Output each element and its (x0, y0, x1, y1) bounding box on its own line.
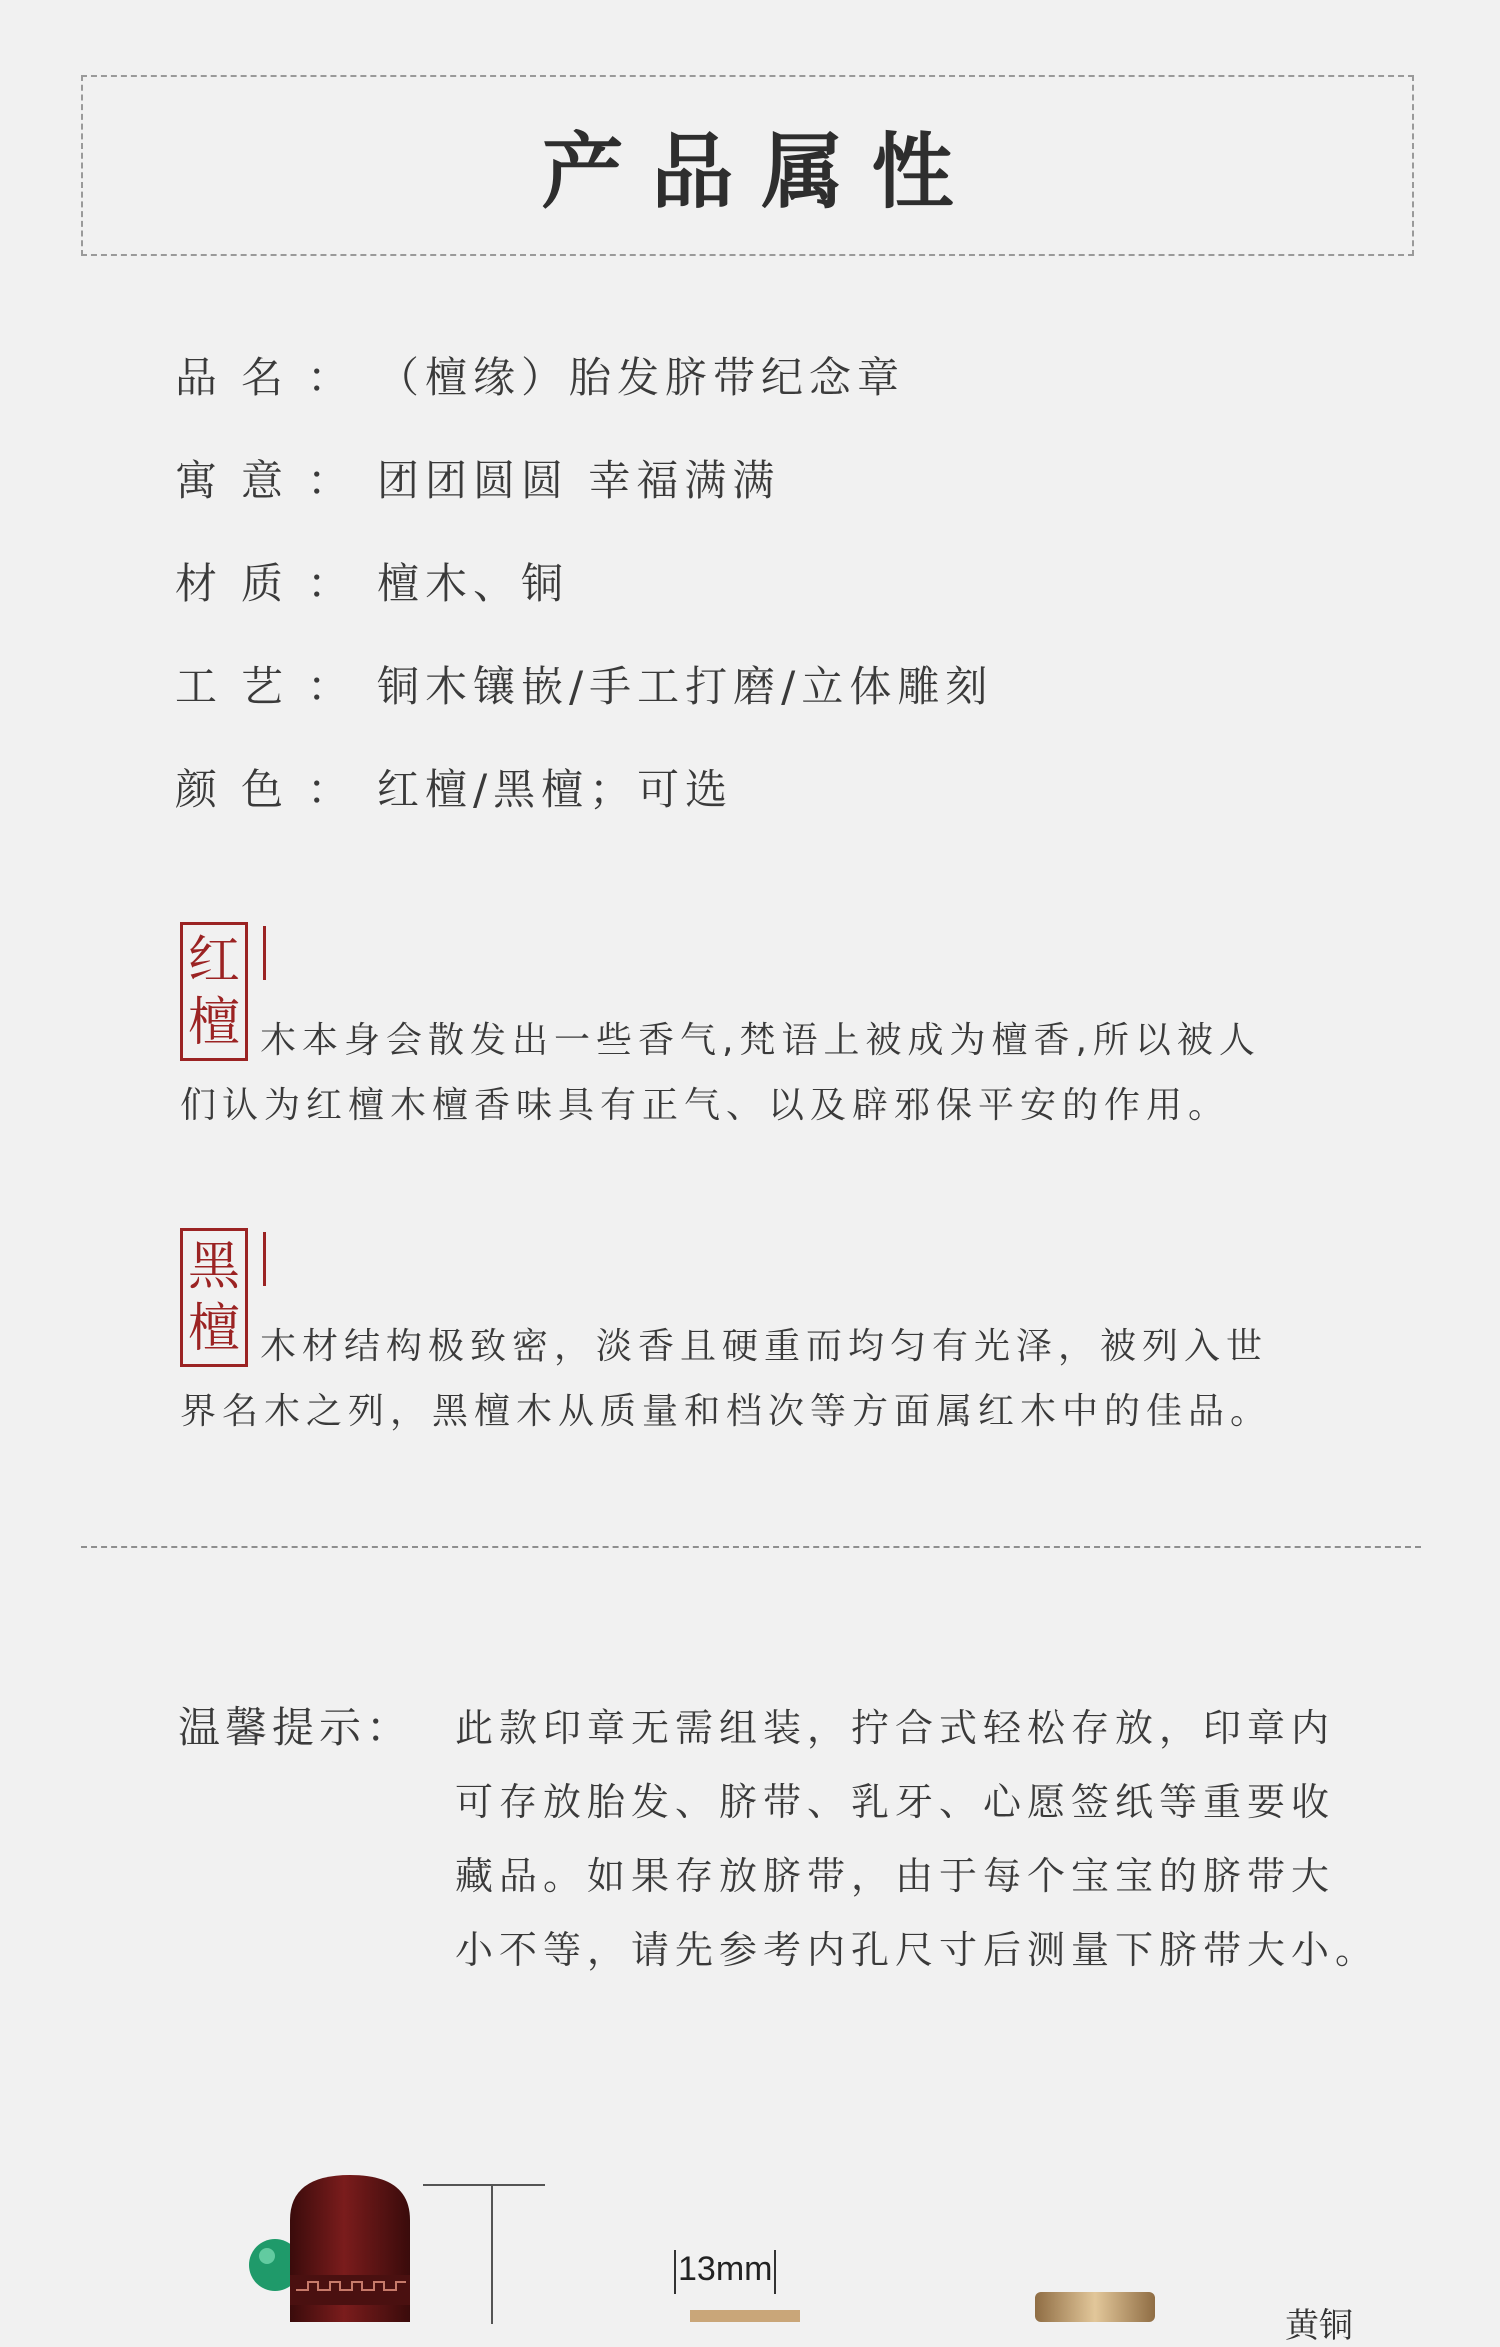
attribute-key: 材质 (175, 559, 308, 608)
seal-char-top: 黑 (187, 1236, 240, 1297)
tip-line: 藏品。如果存放脐带，由于每个宝宝的脐带大 (455, 1854, 1336, 1898)
seal-bar (263, 926, 266, 980)
wood-description-line: 木材结构极致密，淡香且硬重而均匀有光泽，被列入世 (260, 1326, 1269, 1367)
seal-char-top: 红 (187, 930, 240, 991)
attribute-colon: ： (307, 765, 356, 814)
red-sandalwood-section (180, 922, 1350, 1142)
cork-piece (690, 2310, 800, 2322)
attribute-row-color (175, 757, 733, 817)
tip-label: 温馨提示： (178, 1703, 414, 1752)
measure-line (423, 2184, 545, 2186)
attribute-colon: ： (307, 662, 356, 711)
attribute-key: 工艺 (175, 662, 308, 711)
attribute-row-name (175, 345, 905, 405)
attribute-value: （檀缘）胎发脐带纪念章 (377, 353, 906, 402)
attribute-colon: ： (307, 559, 356, 608)
wood-description-line: 们认为红檀木檀香味具有正气、以及辟邪保平安的作用。 (180, 1085, 1231, 1126)
attribute-row-meaning (175, 448, 780, 508)
seal-bar (263, 1232, 266, 1286)
attribute-value: 檀木、铜 (377, 559, 570, 608)
black-sandalwood-seal (180, 1228, 248, 1367)
red-sandalwood-seal-product (290, 2175, 410, 2322)
brass-cap (1035, 2292, 1155, 2322)
attribute-colon: ： (307, 456, 356, 505)
attribute-value: 红檀/黑檀；可选 (377, 765, 734, 814)
tip-line: 小不等，请先参考内孔尺寸后测量下脐带大小。 (455, 1928, 1380, 1972)
attribute-key: 寓意 (175, 456, 308, 505)
attribute-colon: ： (307, 353, 356, 402)
wood-description-line: 界名木之列，黑檀木从质量和档次等方面属红木中的佳品。 (180, 1391, 1273, 1432)
measure-line (491, 2184, 493, 2324)
seal-char-bottom: 檀 (187, 992, 240, 1053)
attribute-value: 团团圆圆 幸福满满 (377, 456, 781, 505)
page-title: 产品属性 (541, 124, 982, 220)
red-sandalwood-seal (180, 922, 248, 1061)
attribute-row-craft (175, 654, 993, 714)
seal-char-bottom: 檀 (187, 1298, 240, 1359)
tip-line: 可存放胎发、脐带、乳牙、心愿签纸等重要收 (455, 1780, 1336, 1824)
product-image (0, 2140, 1500, 2346)
attribute-value: 铜木镶嵌/手工打磨/立体雕刻 (377, 662, 994, 711)
attribute-key: 颜色 (175, 765, 308, 814)
product-illustration (0, 2140, 1500, 2322)
wood-description-line: 木本身会散发出一些香气,梵语上被成为檀香,所以被人 (260, 1020, 1261, 1061)
tip-line: 此款印章无需组装，拧合式轻松存放，印章内 (455, 1706, 1336, 1750)
size-label: 13mm (678, 2250, 773, 2288)
attribute-key: 品名 (175, 353, 308, 402)
title-box (81, 75, 1414, 256)
material-label: 黄铜 (1285, 2306, 1353, 2346)
black-sandalwood-section (180, 1228, 1350, 1448)
attribute-row-material (175, 551, 569, 611)
section-divider (81, 1546, 1421, 1548)
tip-text (455, 1697, 1379, 1993)
